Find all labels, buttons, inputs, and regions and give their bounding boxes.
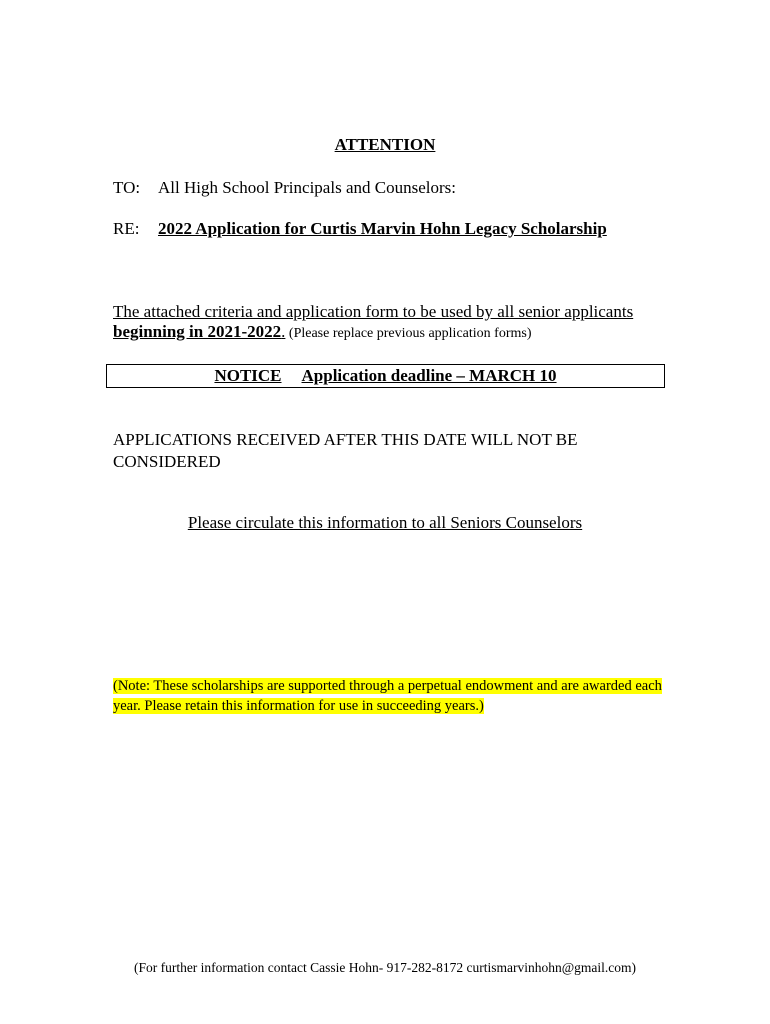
criteria-period: . xyxy=(281,322,286,341)
contact-footer: (For further information contact Cassie Hohn- 917-282-8172 curtismarvinhohn@gmail.com) xyxy=(133,960,637,975)
re-label: RE: xyxy=(113,219,140,238)
attention-heading-text: ATTENTION xyxy=(334,135,436,154)
re-line xyxy=(113,219,607,239)
notice-deadline: Application deadline – MARCH 10 xyxy=(301,366,557,385)
circulate-text: Please circulate this information to all Seniors Counselors xyxy=(187,513,583,532)
criteria-paragraph xyxy=(113,302,673,344)
endowment-note xyxy=(113,676,673,716)
criteria-beginning: beginning in 2021-2022 xyxy=(113,322,282,341)
criteria-replace-note: (Please replace previous application forms) xyxy=(285,326,532,341)
applications-warning: APPLICATIONS RECEIVED AFTER THIS DATE WILL NOT BE CONSIDERED xyxy=(113,430,578,471)
to-label: TO: xyxy=(113,178,141,197)
to-recipients: All High School Principals and Counselors: xyxy=(158,178,456,197)
circulate-notice xyxy=(0,513,770,533)
notice-box xyxy=(106,364,665,388)
endowment-note-text: (Note: These scholarships are supported through a perpetual endowment and are awarded each year. Please retain this information for use in succeeding years.) xyxy=(113,678,662,714)
attention-heading xyxy=(0,135,770,155)
re-subject: 2022 Application for Curtis Marvin Hohn Legacy Scholarship xyxy=(158,219,607,238)
criteria-line: The attached criteria and application form to be used by all senior applicants xyxy=(113,302,634,321)
notice-label: NOTICE xyxy=(214,366,282,385)
to-line xyxy=(113,178,456,198)
